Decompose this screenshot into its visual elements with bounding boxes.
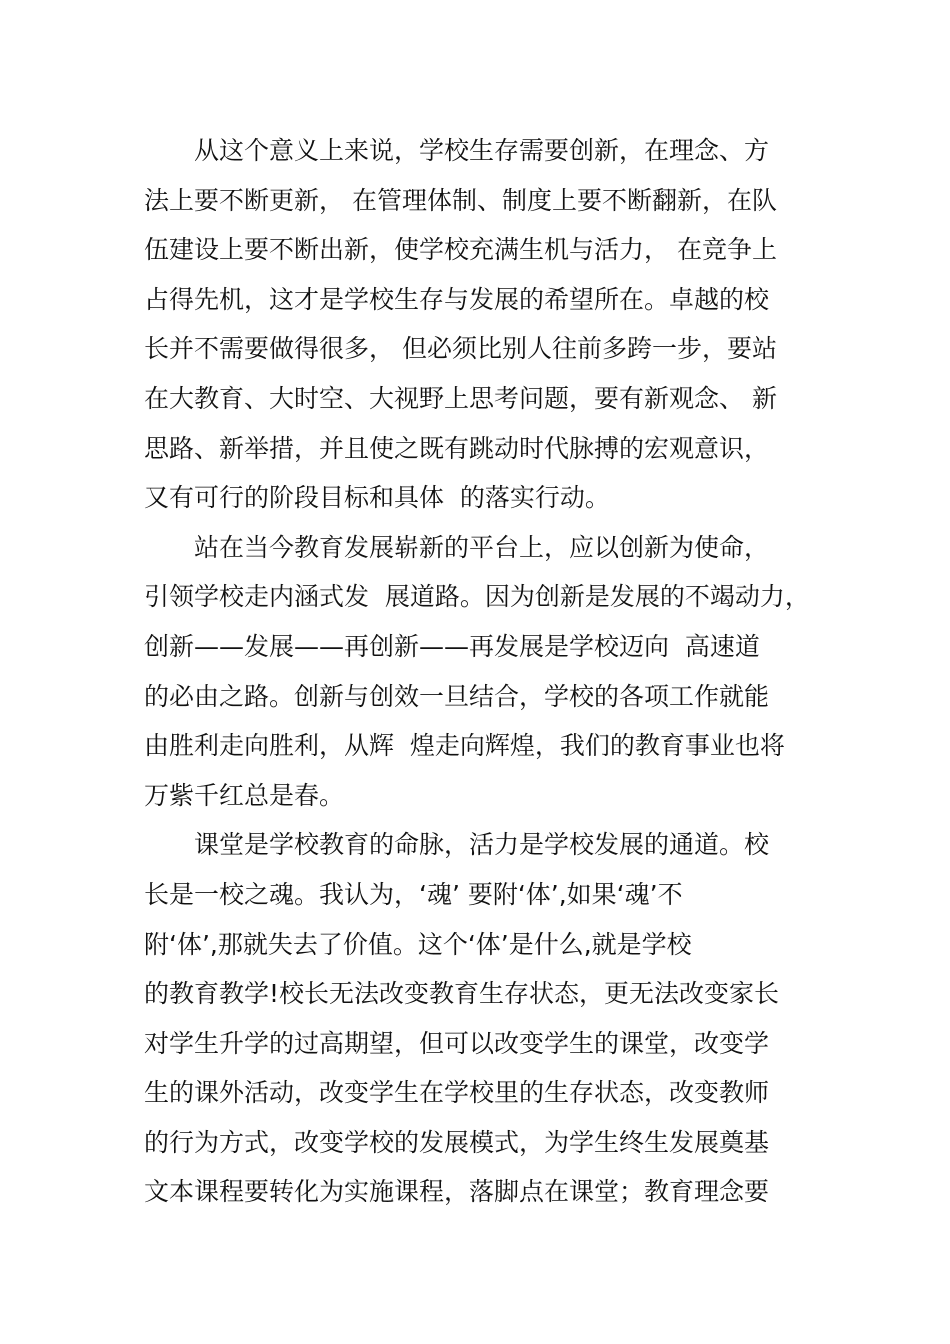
paragraph-1 <box>144 126 824 523</box>
text-line: 创新——发展——再创新——再发展是学校迈向 高速道 <box>144 631 760 661</box>
text-line: 的教育教学!校长无法改变教育生存状态，更无法改变家长 <box>144 979 780 1009</box>
text-line: 附‘体’,那就失去了价值。这个‘体’是什么,就是学校 <box>144 929 692 959</box>
text-line: 长并不需要做得很多， 但必须比别人往前多跨一步，要站 <box>144 334 777 364</box>
text-line: 课堂是学校教育的命脉，活力是学校发展的通道。校 <box>194 830 770 860</box>
text-line: 占得先机，这才是学校生存与发展的希望所在。卓越的校 <box>144 284 770 314</box>
text-line: 文本课程要转化为实施课程，落脚点在课堂；教育理念要 <box>144 1177 770 1207</box>
text-line: 思路、新举措，并且使之既有跳动时代脉搏的宏观意识， <box>144 433 770 463</box>
paragraph-2 <box>144 523 824 821</box>
text-line: 站在当今教育发展崭新的平台上，应以创新为使命， <box>194 532 770 562</box>
text-line: 从这个意义上来说，学校生存需要创新，在理念、方 <box>194 136 770 165</box>
text-line: 的行为方式，改变学校的发展模式，为学生终生发展奠基 <box>144 1127 770 1157</box>
text-line: 对学生升学的过高期望，但可以改变学生的课堂，改变学 <box>144 1028 770 1058</box>
paragraph-3 <box>144 820 824 1217</box>
text-line: 又有可行的阶段目标和具体 的落实行动。 <box>144 483 610 513</box>
text-line: 由胜利走向胜利，从辉 煌走向辉煌，我们的教育事业也将 <box>144 731 785 761</box>
text-line: 伍建设上要不断出新，使学校充满生机与活力， 在竞争上 <box>144 235 777 265</box>
text-line: 生的课外活动，改变学生在学校里的生存状态，改变教师 <box>144 1078 770 1108</box>
text-line: 长是一校之魂。我认为，‘魂’ 要附‘体’,如果‘魂’不 <box>144 879 683 909</box>
text-line: 法上要不断更新， 在管理体制、制度上要不断翻新，在队 <box>144 185 777 215</box>
text-line: 引领学校走内涵式发 展道路。因为创新是发展的不竭动力， <box>144 582 810 612</box>
text-line: 在大教育、大时空、大视野上思考问题，要有新观念、 新 <box>144 383 777 413</box>
text-line: 的必由之路。创新与创效一旦结合，学校的各项工作就能 <box>144 681 770 711</box>
body-text <box>144 126 824 1217</box>
text-line: 万紫千红总是春。 <box>144 780 345 810</box>
